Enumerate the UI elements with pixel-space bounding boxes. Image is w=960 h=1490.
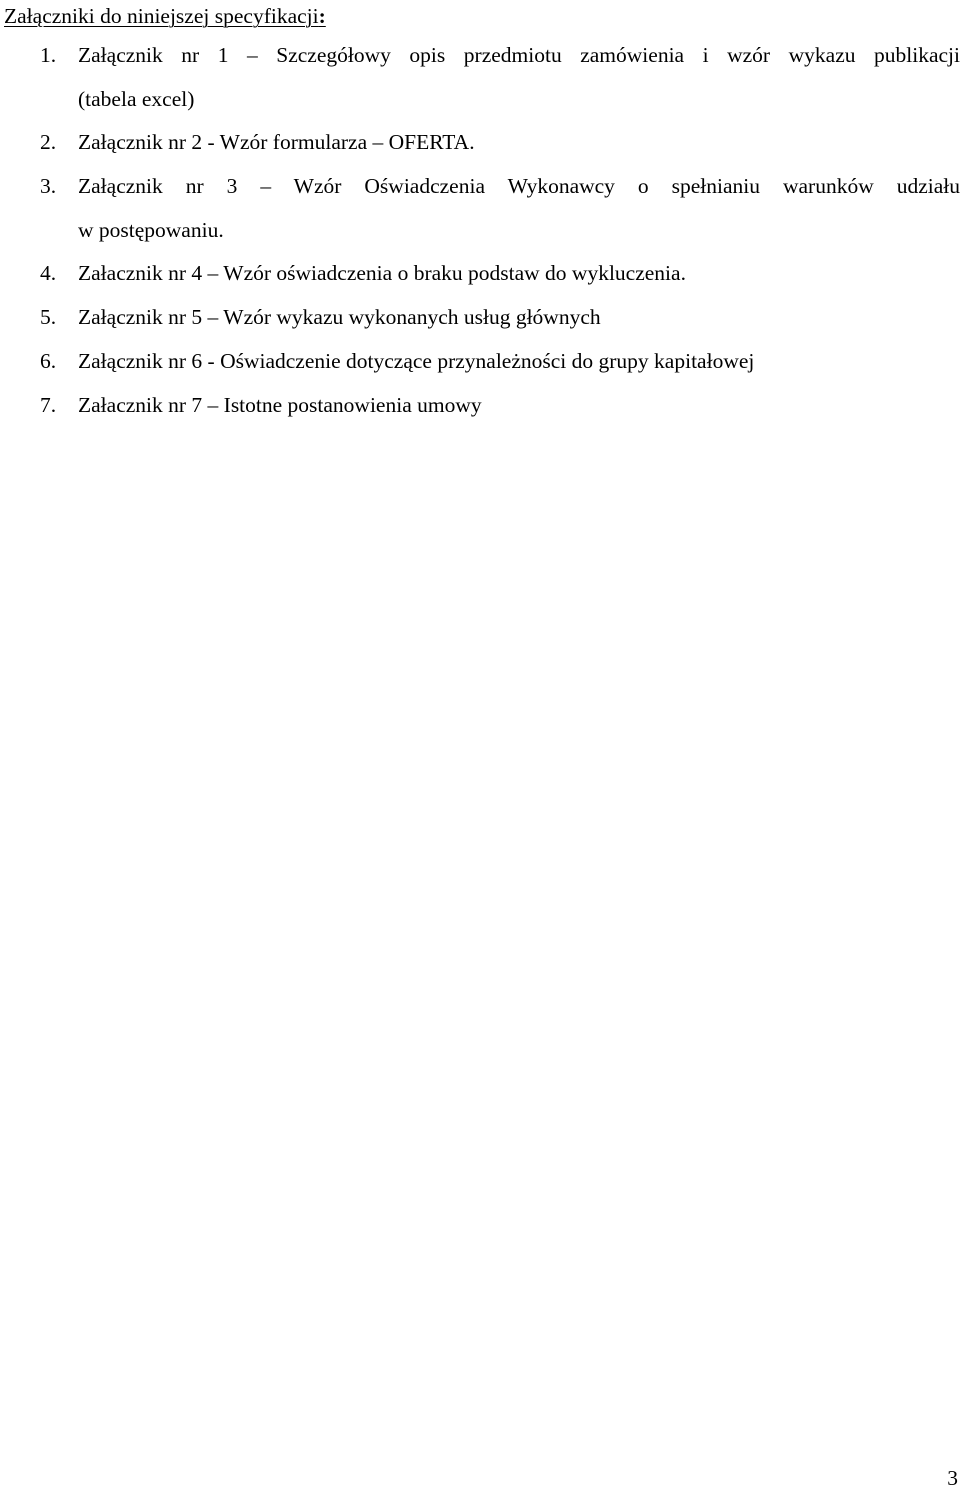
attachment-item-3 [40, 164, 960, 252]
heading-colon: : [318, 4, 326, 28]
attachment-item-5 [40, 295, 960, 339]
attachment-text: Załącznik nr 6 - Oświadczenie dotyczące przynależności do grupy kapitałowej [78, 349, 755, 373]
attachment-item-1 [40, 33, 960, 121]
heading-text: Załączniki do niniejszej specyfikacji [4, 4, 319, 28]
attachment-text: Załącznik nr 2 - Wzór formularza – OFERTA. [78, 130, 475, 154]
attachment-continuation: w postępowaniu. [78, 218, 224, 242]
attachment-text: Załącznik nr 5 – Wzór wykazu wykonanych usług głównych [78, 305, 601, 329]
attachment-number: 5. [40, 305, 57, 329]
attachment-item-2 [40, 120, 960, 164]
attachment-text: Załacznik nr 7 – Istotne postanowienia umowy [78, 393, 482, 417]
page-number: 3 [947, 1466, 958, 1490]
attachment-item-6 [40, 339, 960, 383]
attachment-number: 7. [40, 393, 57, 417]
attachment-item-7 [40, 383, 960, 427]
attachment-number: 1. [40, 43, 57, 67]
attachment-text: Załącznik nr 3 – Wzór Oświadczenia Wykonawcy o spełnianiu warunków udziału [78, 174, 960, 198]
attachment-number: 4. [40, 261, 57, 285]
attachment-number: 3. [40, 174, 57, 198]
attachment-number: 6. [40, 349, 57, 373]
attachment-item-4 [40, 251, 960, 295]
attachment-continuation: (tabela excel) [78, 87, 195, 111]
section-heading [4, 2, 326, 30]
attachment-text: Załącznik nr 1 – Szczegółowy opis przedmiotu zamówienia i wzór wykazu publikacji [78, 43, 960, 67]
attachment-text: Załacznik nr 4 – Wzór oświadczenia o braku podstaw do wykluczenia. [78, 261, 686, 285]
attachment-number: 2. [40, 130, 57, 154]
